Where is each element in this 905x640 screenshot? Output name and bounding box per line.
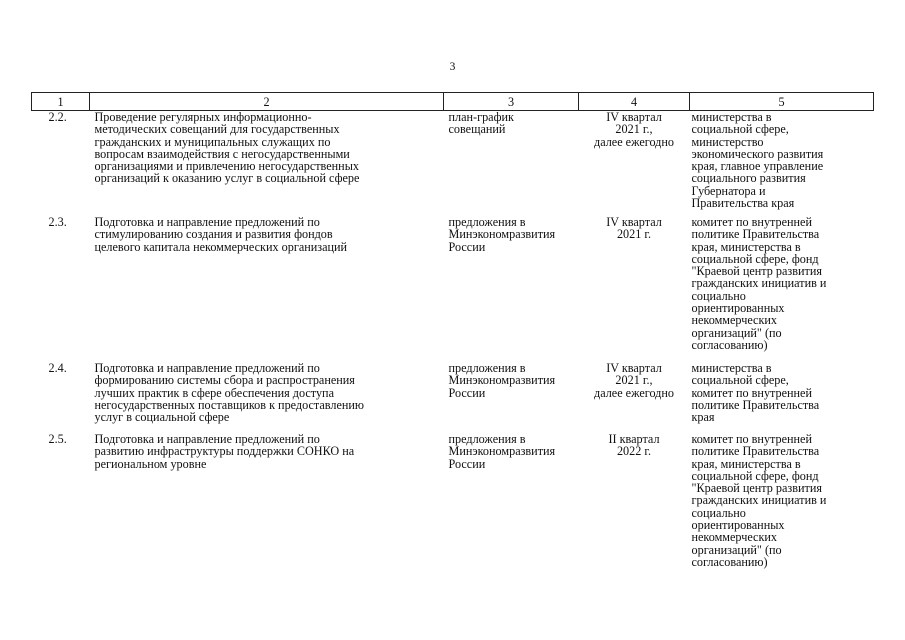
text-line: политике Правительства: [691, 397, 820, 412]
text-line: IV квартал: [606, 110, 662, 124]
text-line: стимулированию создания и развития фондов: [94, 227, 333, 242]
item-number: 2.2.: [48, 110, 67, 124]
text-line: предложения в: [448, 361, 526, 375]
text-line: некоммерческих: [691, 313, 778, 328]
table-row: [32, 216, 874, 362]
text-line: социального развития: [691, 171, 806, 186]
item-number: 2.4.: [48, 361, 67, 375]
text-line: организаций" (по: [691, 325, 782, 340]
text-line: комитет по внутренней: [691, 432, 812, 446]
text-line: II квартал: [608, 432, 660, 446]
table-header: [32, 93, 874, 111]
text-line: вопросам взаимодействия с негосударственными: [94, 146, 350, 161]
text-line: Минэкономразвития: [448, 373, 556, 388]
text-line: края, главное управление: [691, 159, 824, 174]
text-line: развитию инфраструктуры поддержки СОНКО на: [94, 444, 355, 459]
deadline: [579, 362, 690, 433]
table-row: [32, 111, 874, 217]
text-line: экономического развития: [691, 146, 824, 161]
text-line: предложения в: [448, 215, 526, 229]
table-row: [32, 433, 874, 579]
result-document: [444, 362, 579, 433]
text-line: далее ежегодно: [594, 134, 674, 149]
text-line: края, министерства в: [691, 239, 801, 254]
text-line: "Краевой центр развития: [691, 264, 822, 279]
executors: [690, 433, 874, 579]
text-line: формированию системы сбора и распространения: [94, 373, 355, 388]
text-line: план-график: [448, 110, 514, 124]
text-line: организаций" (по: [691, 542, 782, 557]
text-line: региональном уровне: [94, 456, 207, 471]
event-description: [90, 216, 444, 362]
text-line: совещаний: [448, 122, 506, 137]
text-line: Губернатора и: [691, 183, 766, 198]
text-line: 2022 г.: [616, 444, 652, 459]
header-row: [32, 93, 874, 111]
text-line: края: [691, 410, 715, 425]
text-line: социальной сфере, фонд: [691, 251, 819, 266]
text-line: Минэкономразвития: [448, 444, 556, 459]
text-line: далее ежегодно: [594, 385, 674, 400]
text-line: Подготовка и направление предложений по: [94, 215, 320, 229]
text-line: России: [448, 456, 486, 471]
text-line: социально: [691, 288, 746, 303]
text-line: гражданских инициатив и: [691, 276, 827, 291]
text-line: организаций к оказанию услуг в социальной сфере: [94, 171, 360, 186]
table-body: [32, 111, 874, 580]
text-line: комитет по внутренней: [691, 385, 812, 400]
event-description: [90, 433, 444, 579]
text-line: министерство: [691, 134, 764, 149]
text-line: социально: [691, 505, 746, 520]
text-line: комитет по внутренней: [691, 215, 812, 229]
text-line: некоммерческих: [691, 530, 778, 545]
text-line: IV квартал: [606, 361, 662, 375]
text-line: Подготовка и направление предложений по: [94, 361, 320, 375]
item-number: 2.5.: [48, 432, 67, 446]
column-header-2: 2: [90, 93, 444, 111]
item-number: 2.3.: [48, 215, 67, 229]
text-line: края, министерства в: [691, 456, 801, 471]
column-header-5: 5: [690, 93, 874, 111]
text-line: IV квартал: [606, 215, 662, 229]
text-line: 2021 г.,: [615, 122, 653, 137]
event-description: [90, 111, 444, 217]
text-line: политике Правительства: [691, 444, 820, 459]
event-description: [90, 362, 444, 433]
text-line: Правительства края: [691, 196, 795, 211]
executors: [690, 216, 874, 362]
text-line: целевого капитала некоммерческих организаций: [94, 239, 348, 254]
text-line: лучших практик в сфере обеспечения доступа: [94, 385, 334, 400]
text-line: гражданских и муниципальных служащих по: [94, 134, 331, 149]
text-line: услуг в социальной сфере: [94, 410, 230, 425]
column-header-1: 1: [32, 93, 90, 111]
result-document: [444, 433, 579, 579]
text-line: Проведение регулярных информационно-: [94, 110, 312, 124]
text-line: России: [448, 385, 486, 400]
text-line: негосударственных поставщиков к предоставлению: [94, 397, 365, 412]
text-line: социальной сфере, фонд: [691, 468, 819, 483]
text-line: Подготовка и направление предложений по: [94, 432, 320, 446]
page-number: 3: [449, 61, 456, 73]
text-line: ориентированных: [691, 301, 785, 316]
executors: [690, 111, 874, 217]
text-line: "Краевой центр развития: [691, 481, 822, 496]
text-line: министерства в: [691, 361, 772, 375]
text-line: 2021 г.,: [615, 373, 653, 388]
column-header-4: 4: [579, 93, 690, 111]
deadline: [579, 433, 690, 579]
text-line: политике Правительства: [691, 227, 820, 242]
text-line: ориентированных: [691, 518, 785, 533]
text-line: предложения в: [448, 432, 526, 446]
deadline: [579, 216, 690, 362]
text-line: гражданских инициатив и: [691, 493, 827, 508]
table-row: [32, 362, 874, 433]
result-document: [444, 111, 579, 217]
text-line: социальной сфере,: [691, 373, 789, 388]
executors: [690, 362, 874, 433]
text-line: согласованию): [691, 337, 768, 352]
text-line: министерства в: [691, 110, 772, 124]
text-line: 2021 г.: [616, 227, 652, 242]
action-plan-table: [31, 92, 874, 579]
text-line: Минэкономразвития: [448, 227, 556, 242]
text-line: согласованию): [691, 554, 768, 569]
text-line: организациями и привлечению негосударственных: [94, 159, 359, 174]
text-line: методических совещаний для государственных: [94, 122, 340, 137]
column-header-3: 3: [444, 93, 579, 111]
result-document: [444, 216, 579, 362]
text-line: России: [448, 239, 486, 254]
deadline: [579, 111, 690, 217]
text-line: социальной сфере,: [691, 122, 789, 137]
